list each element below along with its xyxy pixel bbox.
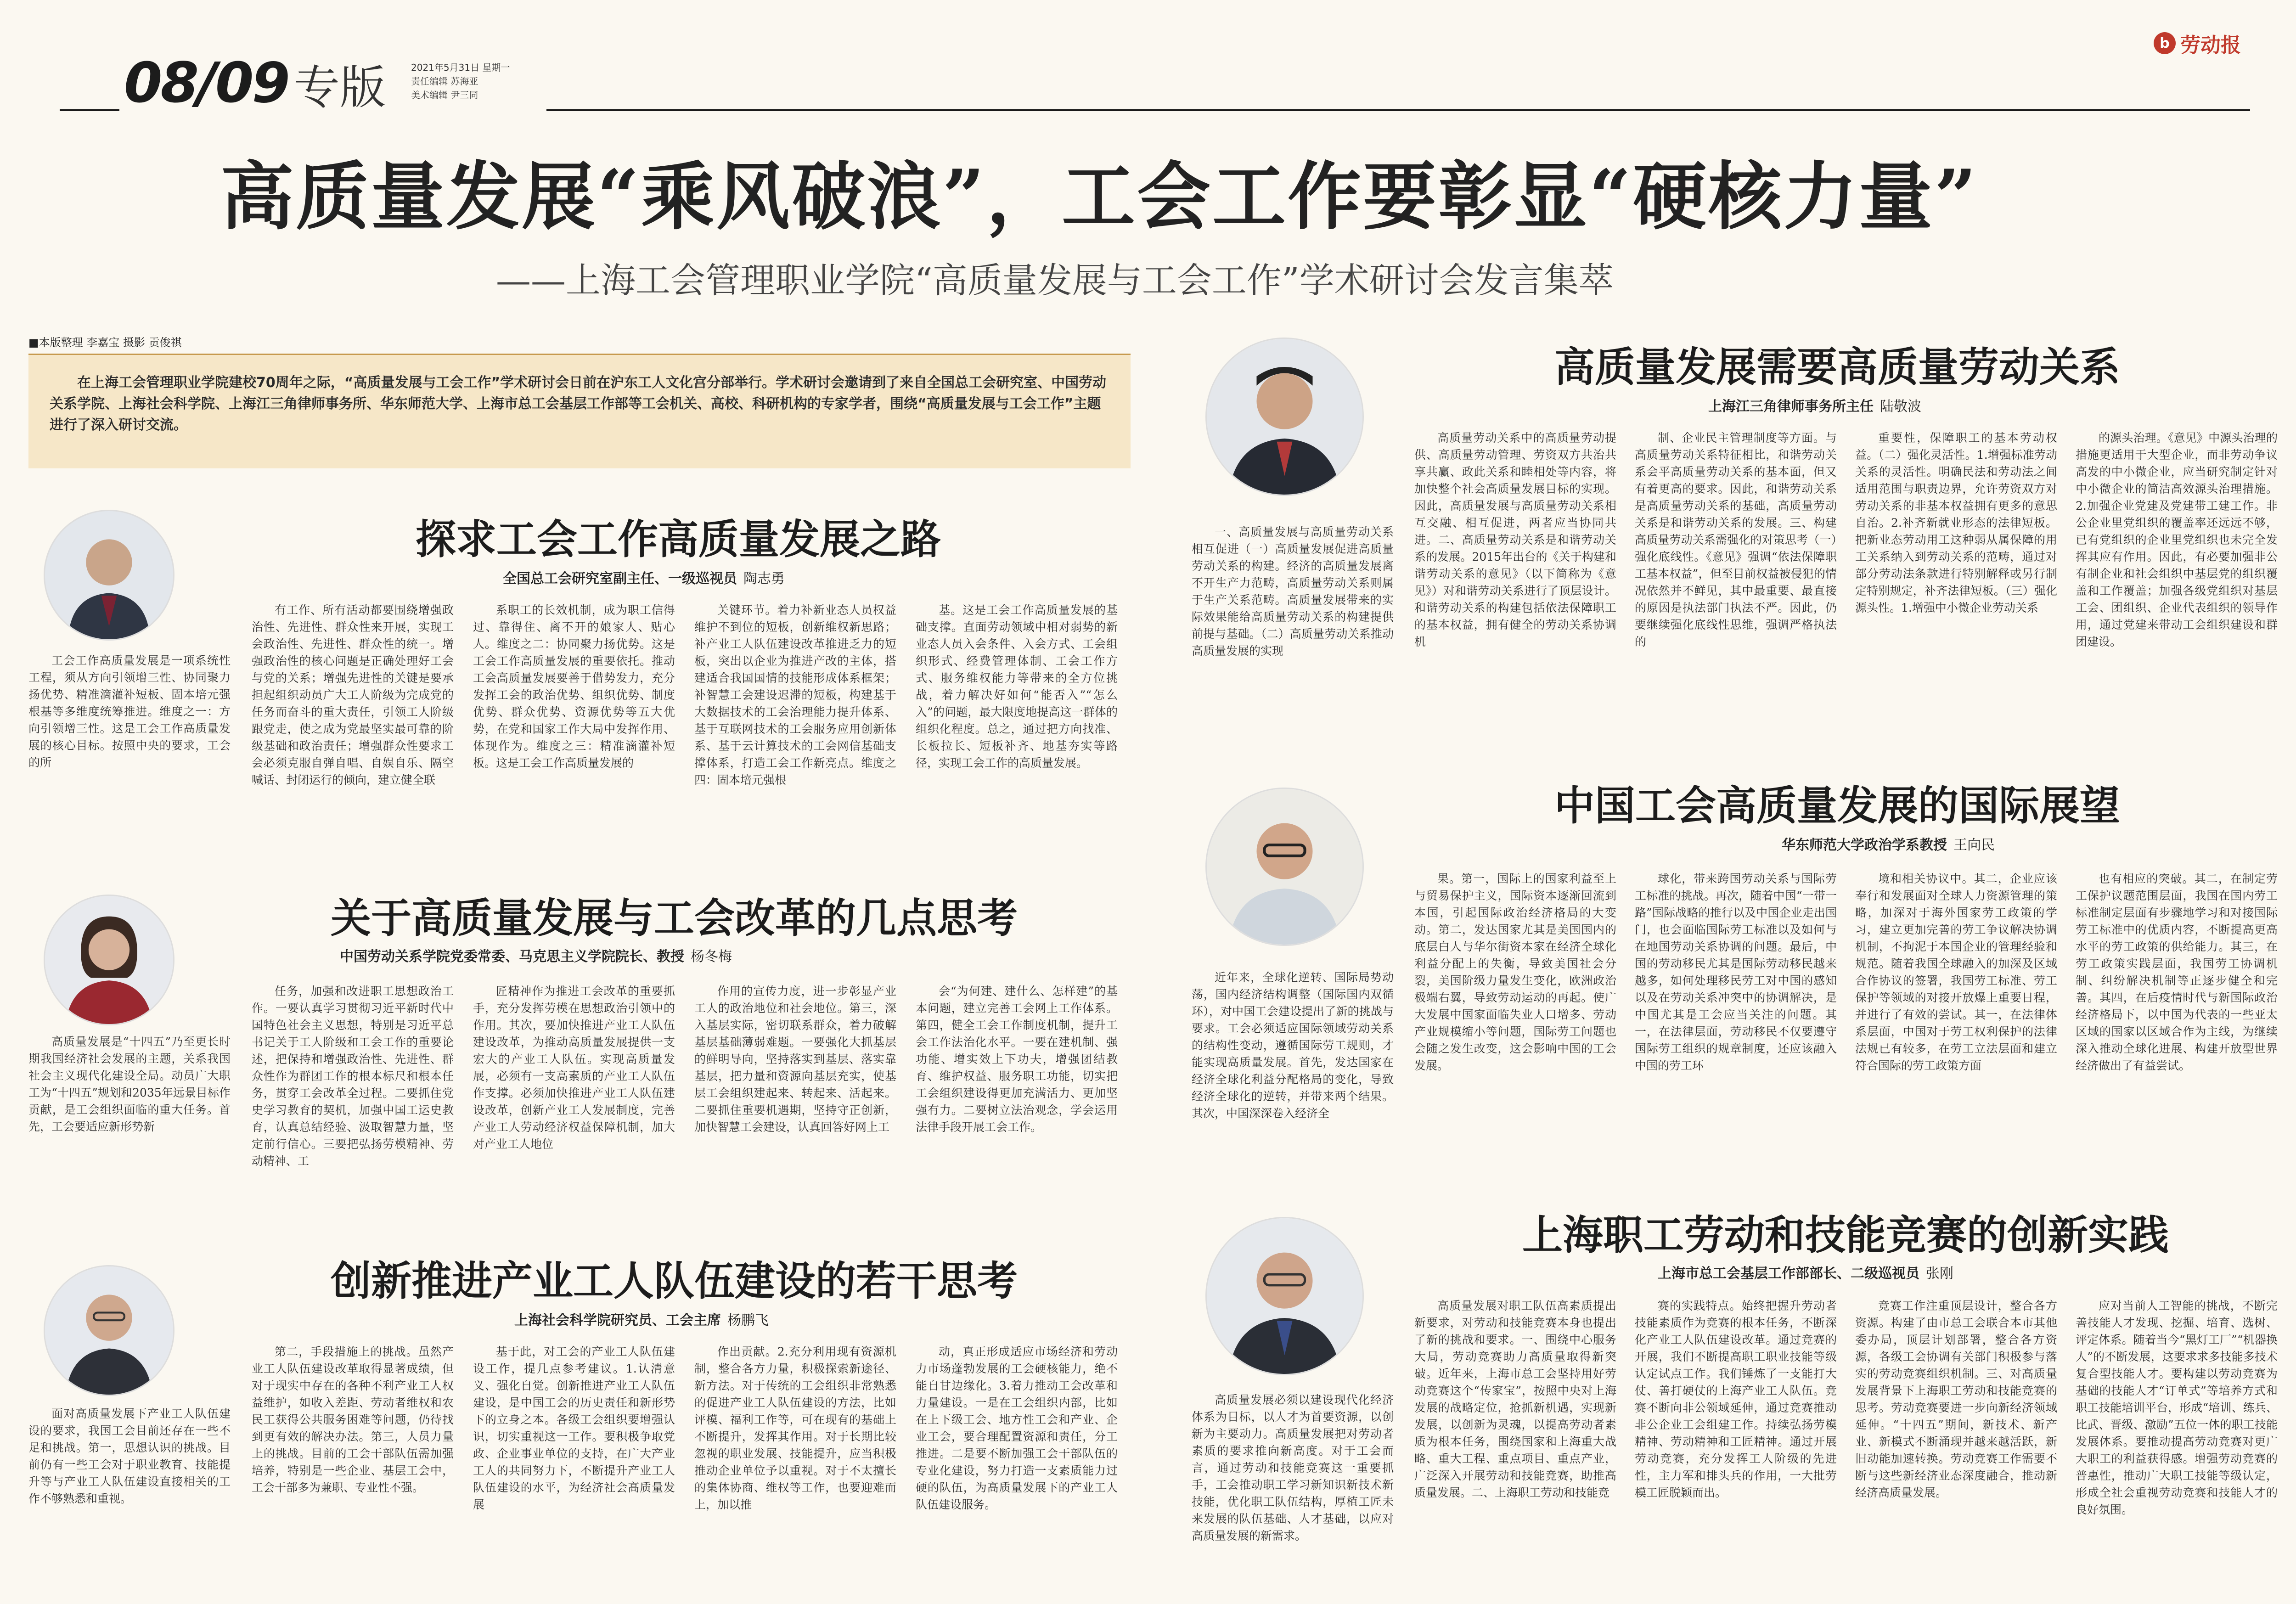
article-column: 赛的实践特点。始终把握升劳动者技能素质作为竞赛的根本任务，不断深化产业工人队伍建设改革。通过竞赛的开展，我们不断提高职工职业技能等级认定试点工作。我们锤炼了一支能打大仗、善打硬仗的上海产业工人队伍。竞赛不断向非公领域延伸，通过竞赛推动非公企业工会组建工作。持续弘扬劳模精神、劳动精神和工匠精神。通过开展劳动竞赛，充分发挥工人阶级的先进性，主力军和排头兵的作用，一大批劳模工匠脱颖而出。 — [1635, 1299, 1837, 1499]
article-column: 高质量劳动关系中的高质量劳动提供、高质量劳动管理、劳资双方共治共享共赢、政此关系和睦相处等内容，将加快整个社会高质量发展目标的实现。因此，高质量发展与高质量劳动关系相互交融、相互促进，两者应当协同共进。二、高质量劳动关系是和谐劳动关系的发展。2015年出台的《关于构建和谐劳动关系的意见》（以下简称为《意见》）对和谐劳动关系进行了顶层设计。和谐劳动关系的构建包括依法保障职工的基本权益，拥有健全的劳动关系协调机 — [1414, 431, 1616, 648]
article-author — [1782, 833, 1995, 854]
main-headline: 高质量发展“乘风破浪”，工会工作要彰显“硬核力量” — [220, 153, 1979, 240]
article-author — [340, 945, 732, 965]
article-author — [514, 1309, 769, 1329]
author-photo — [1205, 788, 1364, 946]
author-name: 张刚 — [1926, 1266, 1953, 1282]
article-column: 作用的宣传力度，进一步彰显产业工人的政治地位和社会地位。第三，深入基层实际，密切联系群众，着力破解基层基础薄弱难题。一要强化大抓基层的鲜明导向，坚持落实到基层、落实靠基层，把力量和资源向基层充实，使基层工会组织建起来、转起来、活起来。二要抓住重要机遇期，坚持守正创新，加快智慧工会建设，认真回答好网上工 — [694, 985, 896, 1134]
author-title: 华东师范大学政治学系教授 — [1782, 837, 1947, 853]
author-title: 上海江三角律师事务所主任 — [1708, 399, 1874, 415]
author-title: 上海市总工会基层工作部部长、二级巡视员 — [1658, 1266, 1919, 1282]
author-photo — [44, 1265, 174, 1396]
article-column: 关键环节。着力补新业态人员权益维护不到位的短板，创新维权新思路；补产业工人队伍建设改革推进乏力的短板，突出以企业为推进产改的主体，搭建适合我国国情的技能形成体系框架；补智慧工会建设迟滞的短板，构建基于大数据技术的工会治理能力提升体系、基于互联网技术的工会服务应用创新体系、基于云计算技术的工会网信基础支撑体系，打造工会工作新亮点。维度之四：固本培元强根 — [694, 603, 896, 787]
article-title: 探求工会工作高质量发展之路 — [416, 515, 941, 563]
article-column: 第二，手段措施上的挑战。虽然产业工人队伍建设改革取得显著成绩，但对于现实中存在的各种不利产业工人权益维护，如收入差距、劳动者维权和农民工获得公共服务困难等问题，仍待找到更有效的解决办法。第三，人员力量上的挑战。目前的工会干部队伍需加强培养，特别是一些企业、基层工会中，工会干部多为兼职、专业性不强。 — [252, 1345, 454, 1494]
author-title: 中国劳动关系学院党委常委、马克思主义学院院长、教授 — [340, 949, 684, 965]
paper-logo-icon: b — [2154, 32, 2176, 54]
article-title: 关于高质量发展与工会改革的几点思考 — [331, 894, 1018, 942]
article-author — [1658, 1262, 1953, 1282]
article-author — [1708, 395, 1921, 415]
responsible-editor: 责任编辑 苏海亚 — [411, 76, 478, 87]
author-name: 陆敬波 — [1880, 399, 1921, 415]
article-title: 高质量发展需要高质量劳动关系 — [1554, 343, 2121, 391]
article-lead: 近年来，全球化逆转、国际局势动荡，国内经济结构调整（国际国内双循环），对中国工会建设提出了新的挑战与要求。工会必须适应国际领域劳动关系的结构性变动，遵循国际劳工规则，才能实现高质量发展。首先，发达国家在经济全球化利益分配格局的变化，导致经济全球化的逆转，并带来两个结果。其次，中国深深卷入经济全 — [1192, 971, 1394, 1120]
article-column: 任务，加强和改进职工思想政治工作。一要认真学习贯彻习近平新时代中国特色社会主义思想，特别是习近平总书记关于工人阶级和工会工作的重要论述，把保持和增强政治性、先进性、群众性作为群团工作的根本标尺和根本任务，贯穿工会改革全过程。二要抓住党史学习教育的契机，加强中国工运史教育，认真总结经验、汲取智慧力量，坚定前行信心。三要把弘扬劳模精神、劳动精神、工 — [252, 985, 454, 1168]
article-title: 上海职工劳动和技能竞赛的创新实践 — [1522, 1211, 2169, 1259]
art-editor: 美术编辑 尹三同 — [411, 90, 478, 101]
author-name: 杨鹏飞 — [727, 1312, 769, 1328]
paper-logo — [2154, 28, 2241, 58]
article-column: 制、企业民主管理制度等方面。与高质量劳动关系特征相比，和谐劳动关系会平高质量劳动关系的基本面，但又有着更高的要求。因此，和谐劳动关系是高质量劳动关系的基础，高质量劳动关系是和谐劳动关系的发展。三、构建高质量劳动关系需强化的对策思考（一）强化底线性。《意见》强调“依法保障职工基本权益”，但至目前权益被侵犯的情况依然并不鲜见，其中最重要、最直接的原因是执法部门执法不严。因此，仍要继续强化底线性思维，强调严格执法的 — [1635, 431, 1837, 648]
author-name: 陶志勇 — [743, 571, 785, 587]
author-photo — [44, 895, 174, 1025]
article-column: 球化，带来跨国劳动关系与国际劳工标准的挑战。再次，随着中国“一带一路”国际战略的推行以及中国企业走出国门，也会面临国际劳工标准以及如何与在地国劳动关系协调的问题。最后，中国的劳动移民尤其是国际劳动移民越来越多，如何处理移民劳工对中国的感知以及在劳动关系冲突中的协调解决，是中国尤其是工会应当关注的问题。其一，在法律层面，劳动移民不仅要遵守国际劳工组织的规章制度，还应该融入中国的劳工环 — [1635, 872, 1837, 1072]
article-lead: 工会工作高质量发展是一项系统性工程，须从方向引领增三性、协同聚力扬优势、精准滴灌补短板、固本培元强根基等多维度统筹推进。维度之一：方向引领增三性。这是工会工作高质量发展的核心目标。按照中央的要求，工会的所 — [28, 654, 231, 769]
author-photo — [1205, 1217, 1364, 1375]
article-author — [503, 567, 785, 587]
article-column: 动，真正形成适应市场经济和劳动力市场蓬勃发展的工会硬核能力，绝不能自甘边缘化。3.着力推动工会改革和力量建设。一是在工会组织内部，比如在上下级工会、地方性工会和产业、企业工会，要合理配置资源和责任，分工推进。二是要不断加强工会干部队伍的专业化建设，努力打造一支素质能力过硬的队伍，为高质量发展下的产业工人队伍建设服务。 — [916, 1345, 1118, 1511]
author-title: 上海社会科学院研究员、工会主席 — [514, 1312, 721, 1328]
article-column: 有工作、所有活动都要围绕增强政治性、先进性、群众性来开展，实现工会政治性、先进性、群众性的统一。增强政治性的核心问题是正确处理好工会与党的关系；增强先进性的关键是要承担起组织动员广大工人阶级为完成党的任务而奋斗的重大责任，引领工人阶级跟党走，使之成为党最坚实最可靠的阶级基础和政治责任；增强群众性要求工会必须克服自弹自唱、自娱自乐、隔空喊话、封闭运行的倾向，建立健全联 — [252, 603, 454, 787]
portrait-icon — [45, 1266, 173, 1395]
article-column: 系职工的长效机制，成为职工信得过、靠得住、离不开的娘家人、贴心人。维度之二：协同聚力扬优势。这是工会工作高质量发展的重要依托。推动工会高质量发展要善于借势发力，充分发挥工会的政治优势、组织优势、制度优势、群众优势、资源优势等五大优势，在党和国家工作大局中发挥作用、体现作为。维度之三：精准滴灌补短板。这是工会工作高质量发展的 — [473, 603, 675, 770]
portrait-icon — [45, 511, 173, 639]
portrait-icon — [45, 896, 173, 1024]
page-number: 08/09 — [124, 51, 288, 115]
top-rule-left — [60, 109, 119, 111]
article-column: 竞赛工作注重顶层设计，整合各方资源。构建了由市总工会联合本市其他委办局，顶层计划部署，整合各方资源，各级工会协调有关部门积极参与落实的劳动竞赛组织机制。三、对高质量发展背景下上海职工劳动和技能竞赛的思考。劳动竞赛要进一步向新经济领域延伸。“十四五”期间，新技术、新产业、新模式不断涌现并越来越活跃，新旧动能加速转换。劳动竞赛工作需要不断与这些新经济业态深度融合，推动新经济高质量发展。 — [1855, 1299, 2057, 1499]
article-column: 匠精神作为推进工会改革的重要抓手，充分发挥劳模在思想政治引领中的作用。其次，要加快推进产业工人队伍建设改革，为推动高质量发展提供一支宏大的产业工人队伍。实现高质量发展，必须有一支高素质的产业工人队伍作支撑。必须加快推进产业工人队伍建设改革，创新产业工人发展制度，完善产业工人劳动经济权益保障机制，加大对产业工人地位 — [473, 985, 675, 1151]
article-column: 境和相关协议中。其二，企业应该奉行和发展面对全球人力资源管理的策略，加深对于海外国家劳工政策的学习，建立更加完善的劳工争议解决协调机制，不拘泥于本国企业的管理经验和规范。随着我国全球融入的加深及区域合作协议的签署，我国劳工标准、劳工保护等领域的对接开放爆上重要日程，并进行了有效的尝试。其一，在法律体系层面，中国对于劳工权利保护的法律法规已有较多，在劳工立法层面和建立符合国际的劳工政策方面 — [1855, 872, 2057, 1072]
article-title: 创新推进产业工人队伍建设的若干思考 — [331, 1257, 1018, 1305]
article-column: 应对当前人工智能的挑战，不断完善技能人才发现、挖掘、培育、选树、评定体系。随着当今“黑灯工厂”“机器换人”的不断发展，这要求求多技能多技术复合型技能人才。要构建以劳动竞赛为基础的技能人才“订单式”等培养方式和职工技能培训平台，形成“培训、练兵、比武、晋级、激励”五位一体的职工技能发展体系。要推动提高劳动竞赛对更广大职工的利益获得感。增强劳动竞赛的普惠性，推动广大职工技能等级认定，形成全社会重视劳动竞赛和技能人才的良好氛围。 — [2076, 1299, 2278, 1516]
article-lead: 高质量发展是“十四五”乃至更长时期我国经济社会发展的主题，关系我国社会主义现代化建设全局。动员广大职工为“十四五”规划和2035年远景目标作贡献，是工会组织面临的重大任务。首先，工会要适应新形势新 — [28, 1035, 231, 1133]
section-label: 专版 — [294, 61, 386, 114]
article-column: 果。第一，国际上的国家利益至上与贸易保护主义，国际资本逐渐回流到本国，引起国际政治经济格局的大变动。第二，发达国家尤其是美国国内的底层白人与华尔街资本家在经济全球化利益分配上的失衡，导致美国社会分裂，美国阶级力量发生变化，欧洲政治极端右翼，导致劳动运动的再起。使广大发展中国家面临失业人口增多、劳动产业规模缩小等问题，国际劳工问题也会随之发生改变，这会影响中国的工会发展。 — [1414, 872, 1616, 1072]
intro-box: 在上海工会管理职业学院建校70周年之际，“高质量发展与工会工作”学术研讨会日前在沪东工人文化宫分部举行。学术研讨会邀请到了来自全国总工会研究室、中国劳动关系学院、上海社会科学院、上海江三角律师事务所、华东师范大学、上海市总工会基层工作部等工会机关、高校、科研机构的专家学者，围绕“高质量发展与工会工作”主题进行了深入研讨交流。 — [28, 354, 1131, 468]
article-lead: 面对高质量发展下产业工人队伍建设的要求，我国工会目前还存在一些不足和挑战。第一，思想认识的挑战。目前仍有一些工会对于职业教育、技能提升等与产业工人队伍建设直接相关的工作不够熟悉和重视。 — [28, 1407, 231, 1505]
main-subheadline: ——上海工会管理职业学院“高质量发展与工会工作”学术研讨会发言集萃 — [496, 260, 1614, 301]
article-column: 基于此，对工会的产业工人队伍建设工作，提几点参考建议。1.认清意义、强化自觉。创新推进产业工人队伍建设，是中国工会的历史责任和新形势下的立身之本。各级工会组织要增强认识，切实重视这一工作。要积极争取党政、企业事业单位的支持，在广大产业工人的共同努力下，不断提升产业工人队伍建设的水平，为经济社会高质量发展 — [473, 1345, 675, 1511]
portrait-icon — [1207, 339, 1362, 495]
portrait-icon — [1207, 1218, 1362, 1374]
author-name: 王向民 — [1953, 837, 1995, 853]
article-lead: 高质量发展必须以建设现代化经济体系为目标，以人才为首要资源，以创新为主要动力。高质量发展把对劳动者素质的要求推向新高度。对于工会而言，通过劳动和技能竞赛这一重要抓手，工会推动职工学习新知识新技术新技能，优化职工队伍结构，厚植工匠未来发展的队伍基础、人才基础，以应对高质量发展的新需求。 — [1192, 1393, 1394, 1542]
article-lead: 一、高质量发展与高质量劳动关系相互促进（一）高质量发展促进高质量劳动关系的构建。经济的高质量发展离不开生产力范畴，高质量劳动关系则属于生产关系范畴。高质量发展带来的实际效果能给高质量劳动关系的构建提供前提与基础。（二）高质量劳动关系推动高质量发展的实现 — [1192, 525, 1394, 658]
article-column: 的源头治理。《意见》中源头治理的措施更适用于大型企业，而非劳动争议高发的中小微企业，应当研究制定针对中小微企业的简洁高效源头治理措施。2.加强企业党建及党建带工建工作。非公企业里党组织的覆盖率还远远不够，已有党组织的企业里党组织也未完全发挥其应有作用。因此，有必要加强非公有制企业和社会组织中基层党的组织覆盖和工作覆盖；加强各级党组织对基层工会、团组织、企业代表组织的领导作用，通过党建来带动工会组织建设和群团建设。 — [2076, 431, 2278, 648]
article-column: 高质量发展对职工队伍高素质提出新要求，对劳动和技能竞赛本身也提出了新的挑战和要求。一、围绕中心服务大局，劳动竞赛助力高质量取得新突破。近年来，上海市总工会坚持用好劳动竞赛这个“传家宝”，按照中央对上海发展的战略定位，抢抓新机遇，实现新发展，以创新为灵魂，以提高劳动者素质为根本任务，围绕国家和上海重大战略、重大工程、重点项目、重点产业，广泛深入开展劳动和技能竞赛，助推高质量发展。二、上海职工劳动和技能竞 — [1414, 1299, 1616, 1499]
author-name: 杨冬梅 — [691, 949, 732, 965]
article-column: 基。这是工会工作高质量发展的基础支撑。直面劳动领域中相对弱势的新业态人员入会条件、入会方式、工会组织形式、经费管理体制、工会工作方式、服务维权能力等带来的全方位挑战，着力解决好如何“能否入”“怎么入”的问题，最大限度地提高这一群体的组织化程度。总之，通过把方向找准、长板拉长、短板补齐、地基夯实等路径，实现工会工作的高质量发展。 — [916, 603, 1118, 770]
article-column: 会“为何建、建什么、怎样建”的基本问题，建立完善工会网上工作体系。第四，健全工会工作制度机制，提升工会工作法治化水平。一要在建机制、强功能、增实效上下功夫，增强团结教育、维护权益、服务职工功能，切实把工会组织建设得更加充满活力、更加坚强有力。二要树立法治观念，学会运用法律手段开展工会工作。 — [916, 985, 1118, 1134]
masthead-meta — [411, 61, 510, 102]
article-title: 中国工会高质量发展的国际展望 — [1554, 782, 2121, 829]
author-title: 全国总工会研究室副主任、一级巡视员 — [503, 571, 737, 587]
article-column: 作出贡献。2.充分利用现有资源机制，整合各方力量，积极探索新途径、新方法。对于传统的工会组织非常熟悉的促进产业工人队伍建设的方法，比如评模、福利工作等，可在现有的基础上不断提升，发挥其作用。对于长期比较忽视的职业发展、技能提升，应当积极推动企业单位予以重视。对于不太擅长的集体协商、维权等工作，也要迎难而上，加以推 — [694, 1345, 896, 1511]
paper-name: 劳动报 — [2180, 34, 2241, 57]
top-rule-right — [546, 109, 2250, 111]
issue-date: 2021年5月31日 星期一 — [411, 62, 510, 73]
author-photo — [1205, 338, 1364, 496]
page-credit: ■本版整理 李嘉宝 摄影 贡俊祺 — [28, 336, 182, 349]
article-column: 也有相应的突破。其二，在制定劳工保护议题范围层面，我国在国内劳工标准制定层面有步骤地学习和对接国际劳工标准中的优质内容，不断提高更高水平的劳工政策的供给能力。其三，在劳工政策实践层面，我国劳工协调机制、纠纷解决机制等正逐步健全和完善。其四，在后疫情时代与新国际政治经济格局下，以中国为代表的一些亚太区域的国家以区域合作为主线，为继续深入推动全球化进展、构建开放型世界经济做出了有益尝试。 — [2076, 872, 2278, 1072]
portrait-icon — [1207, 789, 1362, 945]
author-photo — [44, 510, 174, 641]
article-column: 重要性，保障职工的基本劳动权益。（二）强化灵活性。1.增强标准劳动关系的灵活性。明确民法和劳动法之间适用范围与职责边界，允许劳资双方对劳动关系的非基本权益拥有更多的意思自治。2.补齐新就业形态的法律短板。把新业态劳动用工这种弱从属保障的用工关系纳入到劳动关系的范畴，通过对部分劳动法条款进行特别解释或另行制定特别规定，补齐法律短板。（三）强化源头性。1.增强中小微企业劳动关系 — [1855, 431, 2057, 614]
